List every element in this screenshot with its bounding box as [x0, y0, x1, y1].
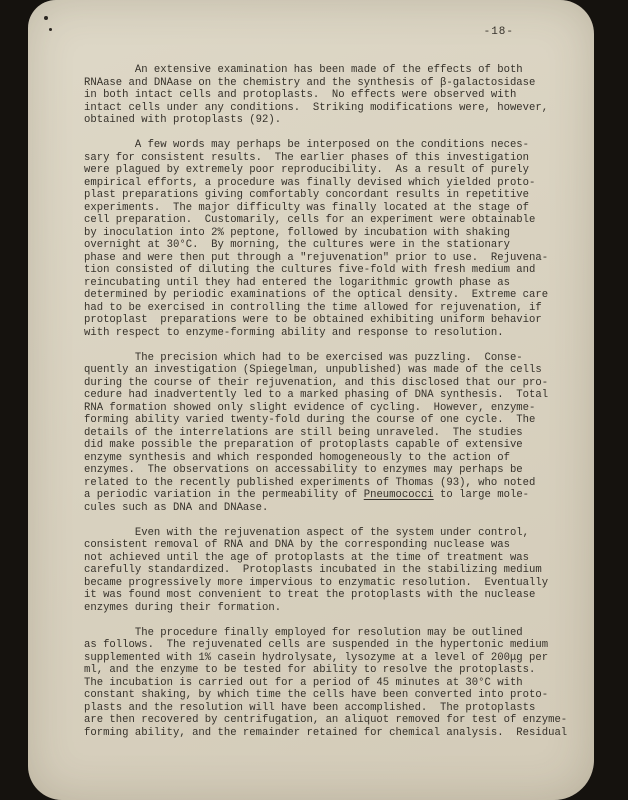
document-body	[84, 64, 580, 752]
text-line: obtained with protoplasts (92).	[84, 114, 282, 126]
text-line: forming ability, and the remainder retained for chemical analysis. Residual	[84, 726, 568, 739]
paragraph	[84, 627, 580, 740]
text-line: cules such as DNA and DNAase.	[84, 501, 269, 514]
text-line: tion consisted of diluting the cultures five-fold with fresh medium and	[84, 264, 536, 276]
text-line: ml, and the enzyme to be tested for ability to resolve the protoplasts.	[84, 664, 536, 676]
paragraph	[84, 139, 580, 339]
text-line: An extensive examination has been made of the effects of both	[84, 64, 523, 76]
text-line: enzymes. The observations on accessability to enzymes may perhaps be	[84, 464, 523, 476]
underlined-term: Pneumococci	[363, 489, 434, 501]
text-line: had to be exercised in controlling the time allowed for rejuvenation, if	[84, 301, 542, 314]
text-line: supplemented with 1% casein hydrolysate, lysozyme at a level of 200μg per	[84, 651, 549, 664]
text-line: phase and were then put through a "rejuvenation" prior to use. Rejuvena-	[84, 251, 549, 264]
text-line: sary for consistent results. The earlier phases of this investigation	[84, 151, 530, 164]
text-line: it was found most convenient to treat the protoplasts with the nuclease	[84, 589, 536, 601]
text-line: experiments. The major difficulty was finally located at the stage of	[84, 201, 530, 214]
text-line: RNA formation showed only slight evidence of cycling. However, enzyme-	[84, 401, 536, 414]
text-line: The incubation is carried out for a period of 45 minutes at 30°C with	[84, 676, 523, 689]
text-line: carefully standardized. Protoplasts incubated in the stabilizing medium	[84, 564, 542, 576]
text-segment: to large mole-	[433, 489, 530, 501]
text-line: plasts and the resolution will have been accomplished. The protoplasts	[84, 701, 536, 714]
text-line: during the course of their rejuvenation, and this disclosed that our pro-	[84, 376, 549, 389]
text-line: forming ability varied twenty-fold during the course of one cycle. The	[84, 414, 536, 426]
text-line: are then recovered by centrifugation, an aliquot removed for test of enzyme-	[84, 714, 568, 726]
text-line: in both intact cells and protoplasts. No effects were observed with	[84, 89, 517, 101]
text-line: related to the recently published experiments of Thomas (93), who noted	[84, 476, 536, 489]
page-number: -18-	[483, 26, 514, 38]
paragraph	[84, 527, 580, 615]
text-line: became progressively more impervious to enzymatic resolution. Eventually	[84, 576, 549, 589]
scan-artifact-dot	[44, 16, 48, 20]
text-line: quently an investigation (Spiegelman, unpublished) was made of the cells	[84, 364, 542, 376]
text-line: with respect to enzyme-forming ability and response to resolution.	[84, 326, 504, 339]
text-line: A few words may perhaps be interposed on the conditions neces-	[84, 139, 530, 151]
text-line: protoplast preparations were to be obtained exhibiting uniform behavior	[84, 314, 542, 326]
text-line: cell preparation. Customarily, cells for an experiment were obtainable	[84, 214, 536, 226]
paper	[28, 0, 594, 800]
text-line: did make possible the preparation of protoplasts capable of extensive	[84, 439, 523, 451]
text-line: enzymes during their formation.	[84, 601, 282, 614]
text-line: constant shaking, by which time the cells have been converted into proto-	[84, 689, 549, 701]
text-line: consistent removal of RNA and DNA by the corresponding nuclease was	[84, 539, 510, 551]
text-line: Even with the rejuvenation aspect of the system under control,	[84, 526, 530, 539]
text-line: overnight at 30°C. By morning, the cultures were in the stationary	[84, 239, 510, 251]
text-line: as follows. The rejuvenated cells are suspended in the hypertonic medium	[84, 639, 549, 651]
text-line: not achieved until the age of protoplasts at the time of treatment was	[84, 551, 530, 564]
text-line: by inoculation into 2% peptone, followed by incubation with shaking	[84, 226, 510, 239]
text-segment: a periodic variation in the permeability of	[84, 489, 364, 501]
text-line: RNAase and DNAase on the chemistry and the synthesis of β-galactosidase	[84, 76, 536, 89]
text-line: cedure had inadvertently led to a marked phasing of DNA synthesis. Total	[84, 389, 549, 401]
text-line: reincubating until they had entered the logarithmic growth phase as	[84, 276, 510, 289]
paragraph	[84, 352, 580, 515]
text-line: plast preparations giving comfortably concordant results in repetitive	[84, 189, 530, 201]
text-line: The procedure finally employed for resolution may be outlined	[84, 626, 523, 639]
text-line: determined by periodic examinations of the optical density. Extreme care	[84, 289, 549, 301]
text-line: The precision which had to be exercised was puzzling. Conse-	[84, 351, 523, 364]
paragraph	[84, 64, 580, 127]
text-line: intact cells under any conditions. Striking modifications were, however,	[84, 101, 549, 114]
text-line: empirical efforts, a procedure was finally devised which yielded proto-	[84, 176, 536, 189]
scan-artifact-dot	[49, 28, 52, 31]
text-line: enzyme synthesis and which responded homogeneously to the action of	[84, 451, 510, 464]
text-line	[84, 489, 580, 502]
text-line: were plagued by extremely poor reproducibility. As a result of purely	[84, 164, 530, 176]
text-line: details of the interrelations are still being unraveled. The studies	[84, 426, 523, 439]
